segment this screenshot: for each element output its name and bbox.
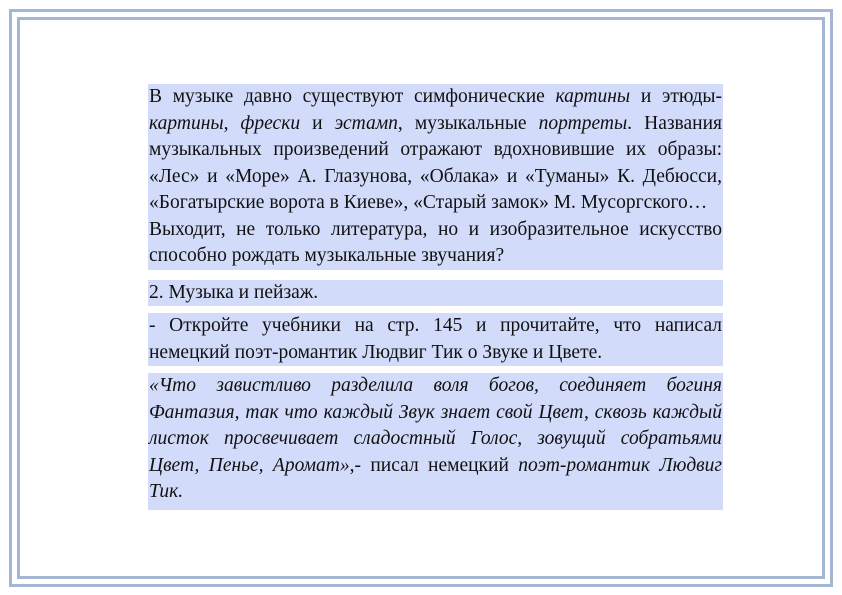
italic-term: картины <box>149 112 224 134</box>
paragraph-task: - Откройте учебники на стр. 145 и прочитайте, что написал немецкий поэт-романтик Людвиг Тик о Звуке и Цвете. <box>148 313 723 366</box>
italic-term: портреты <box>538 112 628 134</box>
section-heading: 2. Музыка и пейзаж. <box>148 280 723 307</box>
quote-italic: «Что завистливо разделила воля богов, соединяет богиня Фантазия, так что каждый Звук знает свой Цвет, сквозь каждый листок просвечивает сладостный Голос, зовущий собратьями Цвет, Пенье, Аромат» <box>149 375 722 476</box>
text-span: и <box>300 112 335 134</box>
italic-term: фрески <box>240 112 301 134</box>
text-span: . Названия музыкальных произведений отражают вдохновившие их образы: «Лес» и «Море» А. Глазунова, «Облака» и «Туманы» К. Дебюсси, «Богатырские ворота в Киеве», «Старый замок» М. Мусоргского… <box>149 112 723 213</box>
quote-paragraph <box>148 373 723 510</box>
quote-attribution: ,- писал немецкий <box>349 454 519 476</box>
paragraph-question: Выходит, не только литература, но и изобразительное искусство способно рождать музыкальные звучания? <box>148 217 723 270</box>
italic-term: эстамп <box>334 112 398 134</box>
spacer <box>148 270 723 280</box>
quote-author: поэт-романтик Людвиг Тик. <box>149 454 723 502</box>
text-span: , музыкальные <box>397 112 539 134</box>
text-span: В музыке давно существуют симфонические <box>149 86 556 107</box>
spacer <box>148 366 723 373</box>
spacer <box>148 306 723 313</box>
slide-text-block <box>148 84 723 510</box>
paragraph-intro <box>148 84 723 217</box>
italic-term: картины <box>555 86 631 107</box>
text-span: и этюды- <box>630 86 722 107</box>
text-span: , <box>223 112 241 134</box>
